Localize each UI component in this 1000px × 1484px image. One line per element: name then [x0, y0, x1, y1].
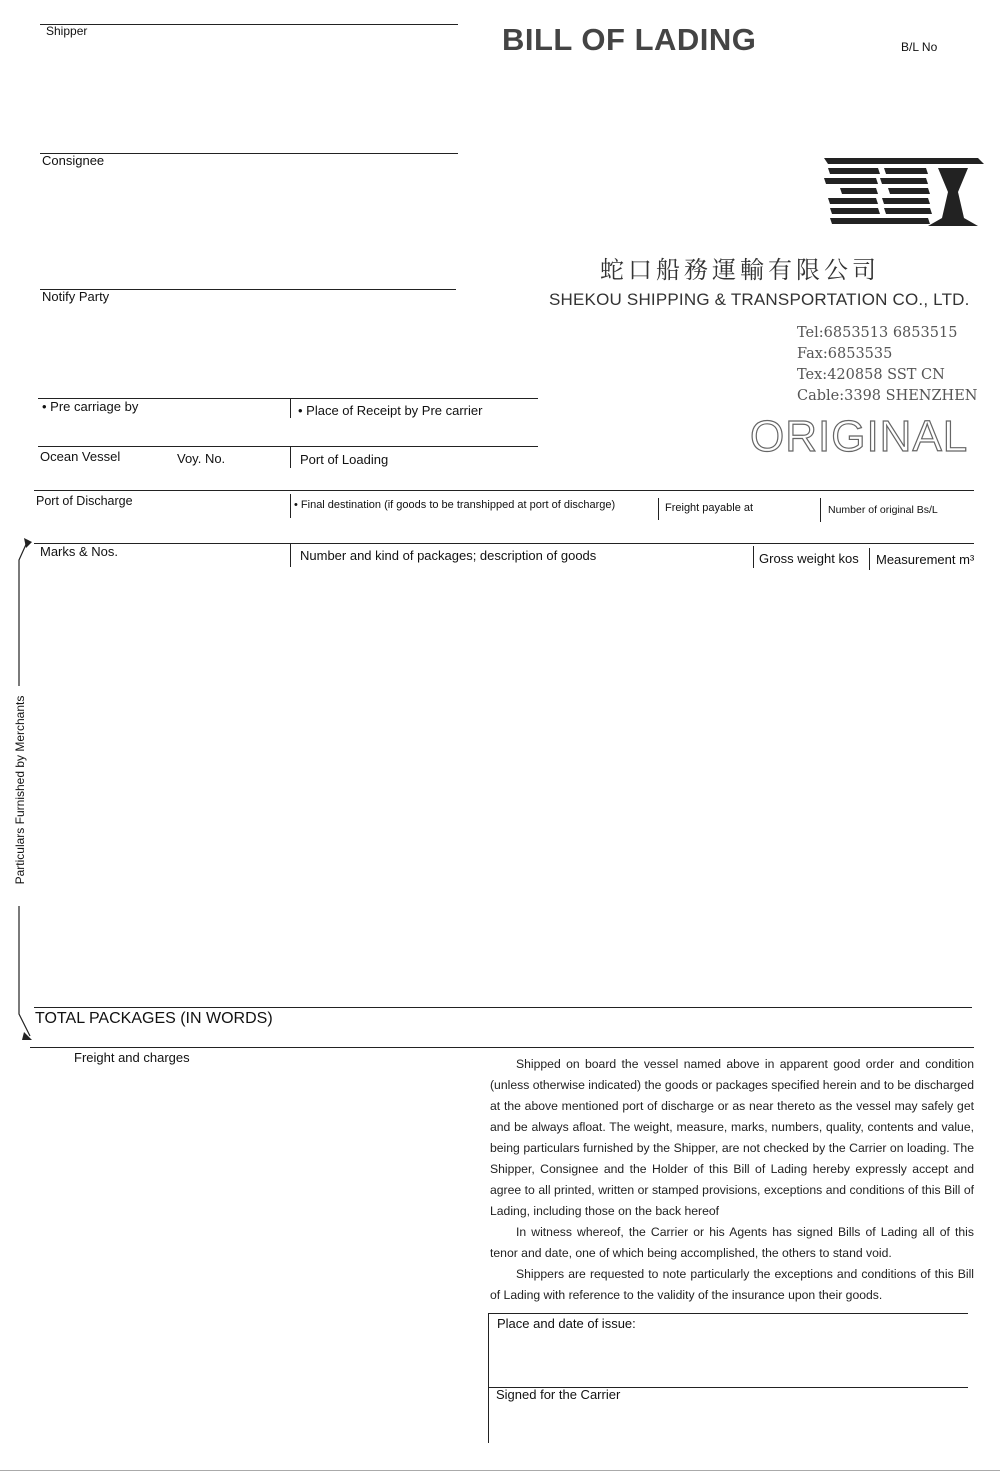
- place-of-receipt-label: • Place of Receipt by Pre carrier: [298, 403, 483, 418]
- total-packages-rule: [34, 1007, 972, 1008]
- signed-for-carrier-label: Signed for the Carrier: [496, 1387, 621, 1402]
- shipper-rule: [40, 24, 458, 25]
- document-title: BILL OF LADING: [502, 22, 757, 57]
- freight-charges-label: Freight and charges: [74, 1050, 190, 1065]
- terms-text: [490, 1054, 974, 1306]
- description-label: Number and kind of packages; description of goods: [300, 548, 597, 563]
- freight-payable-divider: [658, 498, 659, 520]
- total-packages-label: TOTAL PACKAGES (IN WORDS): [35, 1010, 273, 1027]
- description-divider: [290, 543, 291, 567]
- signature-box-left: [488, 1313, 489, 1443]
- place-date-issue-label: Place and date of issue:: [497, 1316, 636, 1331]
- place-date-rule: [488, 1313, 968, 1314]
- port-of-discharge-label: Port of Discharge: [36, 494, 133, 508]
- measurement-label: Measurement m³: [876, 552, 975, 567]
- ocean-vessel-rule: [38, 446, 538, 447]
- terms-paragraph: Shippers are requested to note particularly the exceptions and conditions of this Bill of Lading with reference to the validity of the insurance upon their goods.: [490, 1267, 974, 1302]
- voy-no-label: Voy. No.: [177, 451, 226, 466]
- pre-carriage-label: • Pre carriage by: [42, 399, 139, 414]
- shipper-label: Shipper: [46, 24, 88, 38]
- terms-paragraph: Shipped on board the vessel named above in apparent good order and condition (unless otherwise indicated) the goods or packages specified herein and to be discharged at the above mentioned port of discharge or as near thereto as the vessel may safely get and be always afloat. The weight, measure, marks, numbers, quality, contents and value, being particulars furnished by the Shipper, are not checked by the Carrier on loading. The Shipper, Consignee and the Holder of this Bill of Lading hereby expressly accept and agree to all printed, written or stamped provisions, exceptions and conditions of this Bill of Lading, including those on the back hereof: [490, 1057, 974, 1218]
- terms-paragraph: In witness whereof, the Carrier or his Agents has signed Bills of Lading all of this tenor and date, one of which being accomplished, the others to stand void.: [490, 1225, 974, 1260]
- goods-header-rule: [34, 543, 974, 544]
- gross-weight-label: Gross weight kos: [759, 551, 859, 566]
- marks-nos-label: Marks & Nos.: [40, 544, 119, 559]
- final-destination-label: • Final destination (if goods to be transhipped at port of discharge): [294, 499, 616, 511]
- final-destination-divider: [290, 494, 291, 518]
- port-of-loading-label: Port of Loading: [300, 452, 389, 467]
- number-original-divider: [820, 498, 821, 522]
- number-of-original-label: Number of original Bs/L: [828, 504, 938, 516]
- company-tex: Tex:420858 SST CN: [797, 367, 945, 383]
- company-chinese-name: 蛇口船務運輸有限公司: [600, 256, 880, 284]
- particulars-side-label: Particulars Furnished by Merchants: [13, 695, 27, 885]
- ocean-vessel-divider: [290, 446, 291, 468]
- port-of-discharge-rule: [34, 490, 974, 491]
- ocean-vessel-label: Ocean Vessel: [40, 449, 121, 464]
- freight-charges-rule: [30, 1047, 974, 1048]
- company-english-name: SHEKOU SHIPPING & TRANSPORTATION CO., LTD.: [549, 290, 970, 309]
- gross-weight-divider: [753, 546, 754, 568]
- freight-payable-at-label: Freight payable at: [665, 502, 754, 514]
- company-tel: Tel:6853513 6853515: [797, 325, 958, 341]
- page-bottom-edge: [0, 1470, 1000, 1471]
- sst-logo-icon: [818, 152, 988, 236]
- original-stamp: ORIGINAL: [750, 412, 969, 461]
- bl-no-label: B/L No: [901, 40, 938, 54]
- consignee-label: Consignee: [42, 153, 105, 168]
- pre-carriage-divider: [290, 398, 291, 418]
- notify-party-label: Notify Party: [42, 289, 110, 304]
- company-cable: Cable:3398 SHENZHEN: [797, 388, 978, 404]
- company-fax: Fax:6853535: [797, 346, 893, 362]
- measurement-divider: [869, 548, 870, 570]
